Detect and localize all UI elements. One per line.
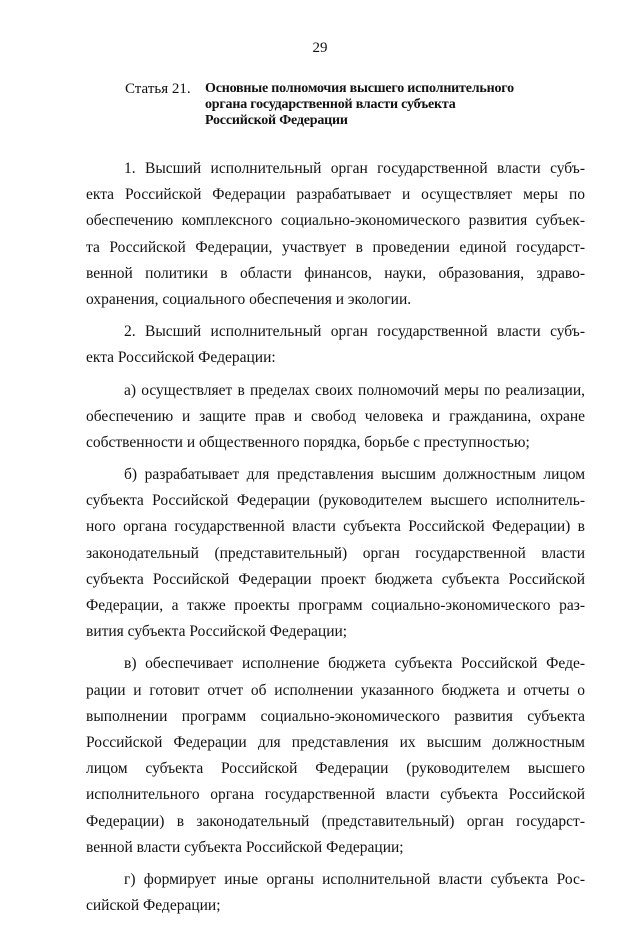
text-line: Федерации) в законодательный (представительный) орган государст- [86,812,585,830]
article-title-line: органа государственной власти субъекта [205,97,456,112]
text-line: 2. Высший исполнительный орган государственной власти субъ- [124,323,585,341]
text-line: екта Российской Федерации: [86,349,276,367]
text-line: собственности и общественного порядка, борьбе с преступностью; [86,433,530,451]
text-line: обеспечению комплексного социально-экономического развития субъек- [86,212,585,230]
text-line: екта Российской Федерации разрабатывает и осуществляет меры по [86,186,585,204]
text-line: исполнительного органа государственной власти субъекта Российской [86,786,585,804]
article-title-line: Основные полномочия высшего исполнительного [205,81,514,96]
subparagraph-g [86,867,585,919]
page-number: 29 [312,40,328,56]
paragraph-2 [86,319,585,371]
text-line: сийской Федерации; [86,897,221,915]
text-line: субъекта Российской Федерации проект бюджета субъекта Российской [86,570,585,588]
article-label: Статья 21. [125,81,191,97]
text-line: 1. Высший исполнительный орган государственной власти субъ- [124,160,585,177]
text-line: лицом субъекта Российской Федерации (руководителем высшего [86,760,585,778]
text-line: в) обеспечивает исполнение бюджета субъекта Российской Феде- [124,655,585,673]
text-line: вития субъекта Российской Федерации; [86,623,348,641]
text-line: Федерации, а также проекты программ социально-экономического раз- [86,597,585,614]
text-line: субъекта Российской Федерации (руководителем высшего исполнитель- [86,492,585,510]
article-title [205,81,514,129]
text-line: венной политики в области финансов, науки, образования, здраво- [86,264,585,282]
subparagraph-a [86,378,585,457]
text-line: рации и готовит отчет об исполнении указанного бюджета и отчеты о [86,681,585,699]
article-title-line: Российской Федерации [205,113,348,128]
text-line: законодательный (представительный) орган государственной власти [86,544,585,562]
text-line: а) осуществляет в пределах своих полномочий меры по реализации, [124,381,585,399]
text-line: Российской Федерации для представления их высшим должностным [86,733,585,751]
text-line: выполнении программ социально-экономического развития субъекта [86,707,585,725]
article-heading [125,81,595,129]
text-line: обеспечению и защите прав и свобод человека и гражданина, охране [86,407,585,425]
paragraph-1 [86,156,585,313]
subparagraph-v [86,651,585,861]
text-line: та Российской Федерации, участвует в проведении единой государст- [86,238,585,256]
subparagraph-b [86,462,585,645]
article-body [86,156,585,925]
text-line: венной власти субъекта Российской Федерации; [86,838,404,856]
text-line: г) формирует иные органы исполнительной власти субъекта Рос- [124,870,585,888]
text-line: б) разрабатывает для представления высшим должностным лицом [124,466,585,484]
text-line: ного органа государственной власти субъекта Российской Федерации) в [86,518,585,536]
text-line: охранения, социального обеспечения и экологии. [86,290,412,308]
